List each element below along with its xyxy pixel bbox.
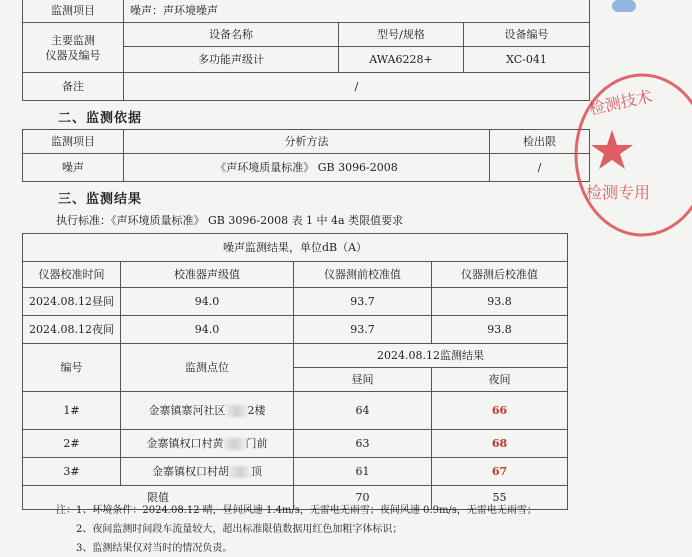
cal-calibrator: 94.0 [121, 316, 294, 344]
cal-time: 2024.08.12昼间 [23, 288, 121, 316]
day-value: 61 [294, 458, 432, 486]
cal-after: 93.8 [432, 288, 568, 316]
monitor-item-label: 监测项目 [23, 0, 124, 23]
col-night-header: 夜间 [432, 368, 568, 392]
day-value: 63 [294, 430, 432, 458]
col-model-header: 型号/规格 [339, 23, 464, 47]
remark-value: / [124, 73, 590, 101]
col-device-header: 设备名称 [124, 23, 339, 47]
corner-badge [612, 0, 636, 12]
redacted-mark [226, 405, 248, 417]
col-day-header: 昼间 [294, 368, 432, 392]
basis-col-method: 分析方法 [124, 130, 490, 154]
cal-header-time: 仪器校准时间 [23, 262, 121, 288]
table-row [23, 458, 568, 486]
results-table [22, 233, 568, 510]
basis-col-limit: 检出限 [490, 130, 590, 154]
standard-text: 执行标准：《声环境质量标准》 GB 3096-2008 表 1 中 4a 类限值要求 [56, 214, 404, 227]
point-no: 2# [23, 430, 121, 458]
point-name: 金寨镇权口村黄 门前 [121, 430, 294, 458]
svg-text:检测技术: 检测技术 [587, 86, 654, 119]
table-row [23, 392, 568, 430]
limit-day: 70 [294, 486, 432, 510]
cal-row [23, 316, 568, 344]
note-1: 注：1、环境条件：2024.08.12 晴，昼间风速 1.4m/s，无雷电无雨雪；夜间风速 0.9m/s，无雷电无雨雪； [56, 505, 537, 516]
device-model: AWA6228+ [339, 47, 464, 73]
day-value: 64 [294, 392, 432, 430]
cal-header-after: 仪器测后校准值 [432, 262, 568, 288]
results-title: 噪声监测结果，单位dB（A） [23, 234, 568, 262]
col-no-header: 编号 [23, 344, 121, 392]
point-name: 金寨镇权口村胡 顶 [121, 458, 294, 486]
basis-limit: / [490, 154, 590, 182]
basis-table [22, 129, 590, 182]
point-name: 金寨镇寨河社区 2楼 [121, 392, 294, 430]
redacted-mark [229, 466, 251, 478]
cal-time: 2024.08.12夜间 [23, 316, 121, 344]
monitor-item-value: 噪声：声环境噪声 [124, 0, 590, 23]
cal-header-before: 仪器测前校准值 [294, 262, 432, 288]
cal-calibrator: 94.0 [121, 288, 294, 316]
cal-before: 93.7 [294, 288, 432, 316]
cal-row [23, 288, 568, 316]
night-value-exceed: 66 [432, 392, 568, 430]
night-value-exceed: 67 [432, 458, 568, 486]
section3-heading: 三、监测结果 [58, 192, 143, 207]
cal-after: 93.8 [432, 316, 568, 344]
basic-info-table [22, 0, 590, 101]
table-row [23, 430, 568, 458]
basis-method: 《声环境质量标准》 GB 3096-2008 [124, 154, 490, 182]
official-seal-stamp [572, 70, 692, 240]
basis-col-item: 监测项目 [23, 130, 124, 154]
device-name: 多功能声级计 [124, 47, 339, 73]
night-value-exceed: 68 [432, 430, 568, 458]
limit-label: 限值 [23, 486, 294, 510]
point-no: 1# [23, 392, 121, 430]
cal-before: 93.7 [294, 316, 432, 344]
svg-text:检测专用: 检测专用 [586, 183, 651, 202]
col-point-header: 监测点位 [121, 344, 294, 392]
cal-header-calibrator: 校准器声级值 [121, 262, 294, 288]
col-serial-header: 设备编号 [464, 23, 590, 47]
redacted-mark [224, 438, 246, 450]
remark-label: 备注 [23, 73, 124, 101]
point-no: 3# [23, 458, 121, 486]
limit-night: 55 [432, 486, 568, 510]
col-result-header: 2024.08.12监测结果 [294, 344, 568, 368]
instrument-label: 主要监测 仪器及编号 [23, 23, 124, 73]
note-3: 3、监测结果仅对当时的情况负责。 [76, 543, 233, 554]
section2-heading: 二、监测依据 [58, 111, 143, 126]
device-serial: XC-041 [464, 47, 590, 73]
note-2: 2、夜间监测时间段车流量较大，超出标准限值数据用红色加粗字体标识； [76, 524, 403, 535]
basis-item: 噪声 [23, 154, 124, 182]
